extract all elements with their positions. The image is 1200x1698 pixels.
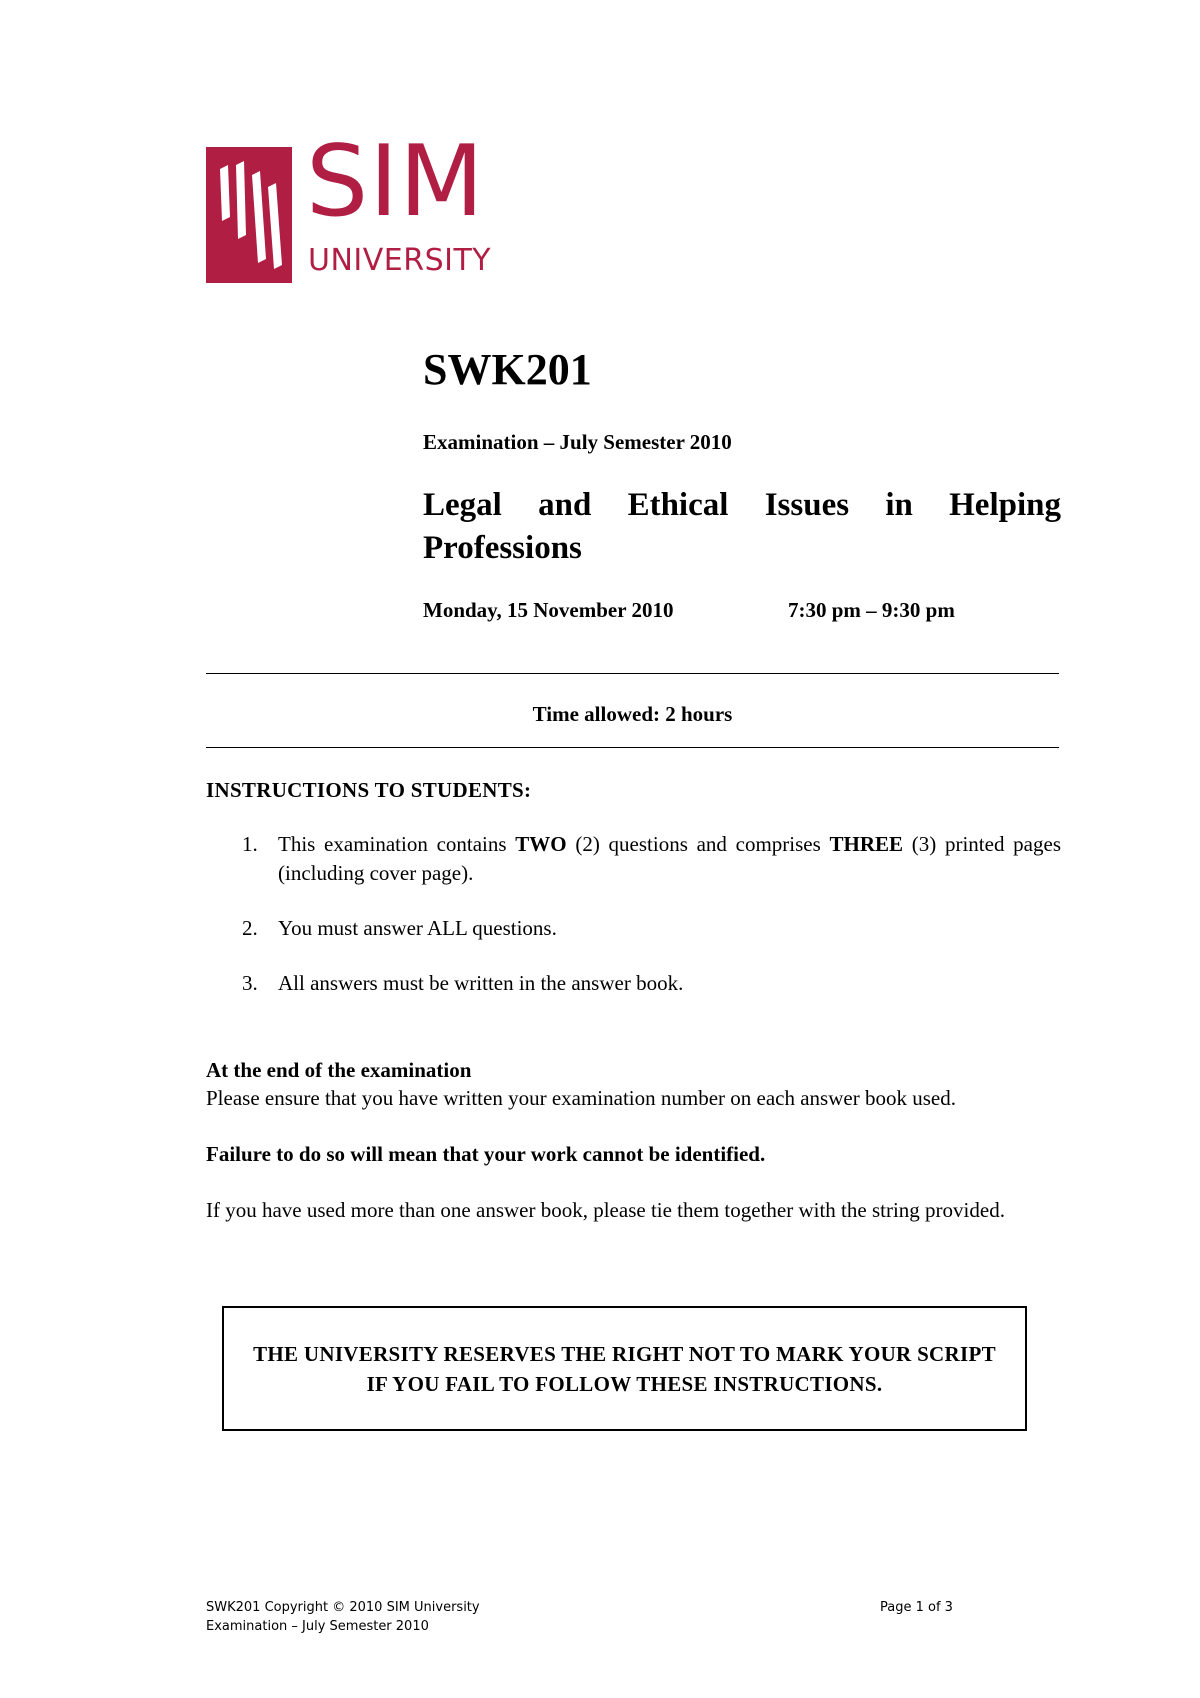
divider-bottom	[206, 747, 1059, 748]
instruction-number: 1.	[242, 832, 258, 856]
footer-copyright: SWK201 Copyright © 2010 SIM University	[206, 1600, 480, 1615]
instruction-item	[206, 969, 1061, 998]
exam-semester: Examination – July Semester 2010	[423, 430, 732, 454]
sim-university-logo	[206, 125, 496, 285]
instructions-heading: INSTRUCTIONS TO STUDENTS:	[206, 778, 532, 802]
end-of-exam-heading: At the end of the examination	[206, 1058, 472, 1082]
course-title: Legal and Ethical Issues in Helping Professions	[423, 487, 1061, 566]
instruction-number: 3.	[242, 971, 258, 995]
notice-text: THE UNIVERSITY RESERVES THE RIGHT NOT TO MARK YOUR SCRIPT IF YOU FAIL TO FOLLOW THESE INSTRUCTIONS.	[253, 1341, 996, 1396]
instruction-text: (3) printed pages (including cover page).	[278, 832, 1061, 885]
instruction-text: (2) questions and comprises	[566, 832, 830, 856]
exam-time: 7:30 pm – 9:30 pm	[788, 598, 955, 622]
instruction-text: This examination contains	[278, 832, 516, 856]
logo-sim-text: SIM	[306, 125, 485, 239]
logo-university-text: UNIVERSITY	[308, 243, 492, 278]
divider-top	[206, 673, 1059, 674]
instructions-list	[206, 830, 1061, 1024]
course-code: SWK201	[423, 345, 592, 394]
footer-exam-semester: Examination – July Semester 2010	[206, 1619, 429, 1634]
time-allowed: Time allowed: 2 hours	[532, 702, 733, 726]
failure-warning: Failure to do so will mean that your work cannot be identified.	[206, 1142, 766, 1166]
footer-page-number: Page 1 of 3	[880, 1600, 953, 1615]
instruction-emphasis: THREE	[829, 832, 904, 856]
instruction-item	[206, 830, 1061, 888]
multiple-books-note: If you have used more than one answer book, please tie them together with the string provided.	[206, 1198, 1005, 1222]
notice-box	[222, 1306, 1027, 1431]
instruction-emphasis: TWO	[515, 832, 567, 856]
exam-date: Monday, 15 November 2010	[423, 598, 674, 622]
instruction-text: All answers must be written in the answer book.	[278, 971, 684, 995]
end-of-exam-section	[206, 1056, 1061, 1252]
instruction-item	[206, 914, 1061, 943]
instruction-text: You must answer ALL questions.	[278, 916, 557, 940]
footer-left	[206, 1598, 480, 1636]
end-of-exam-text: Please ensure that you have written your examination number on each answer book used.	[206, 1086, 956, 1110]
sim-logo-emblem-icon	[206, 147, 302, 283]
instruction-number: 2.	[242, 916, 258, 940]
